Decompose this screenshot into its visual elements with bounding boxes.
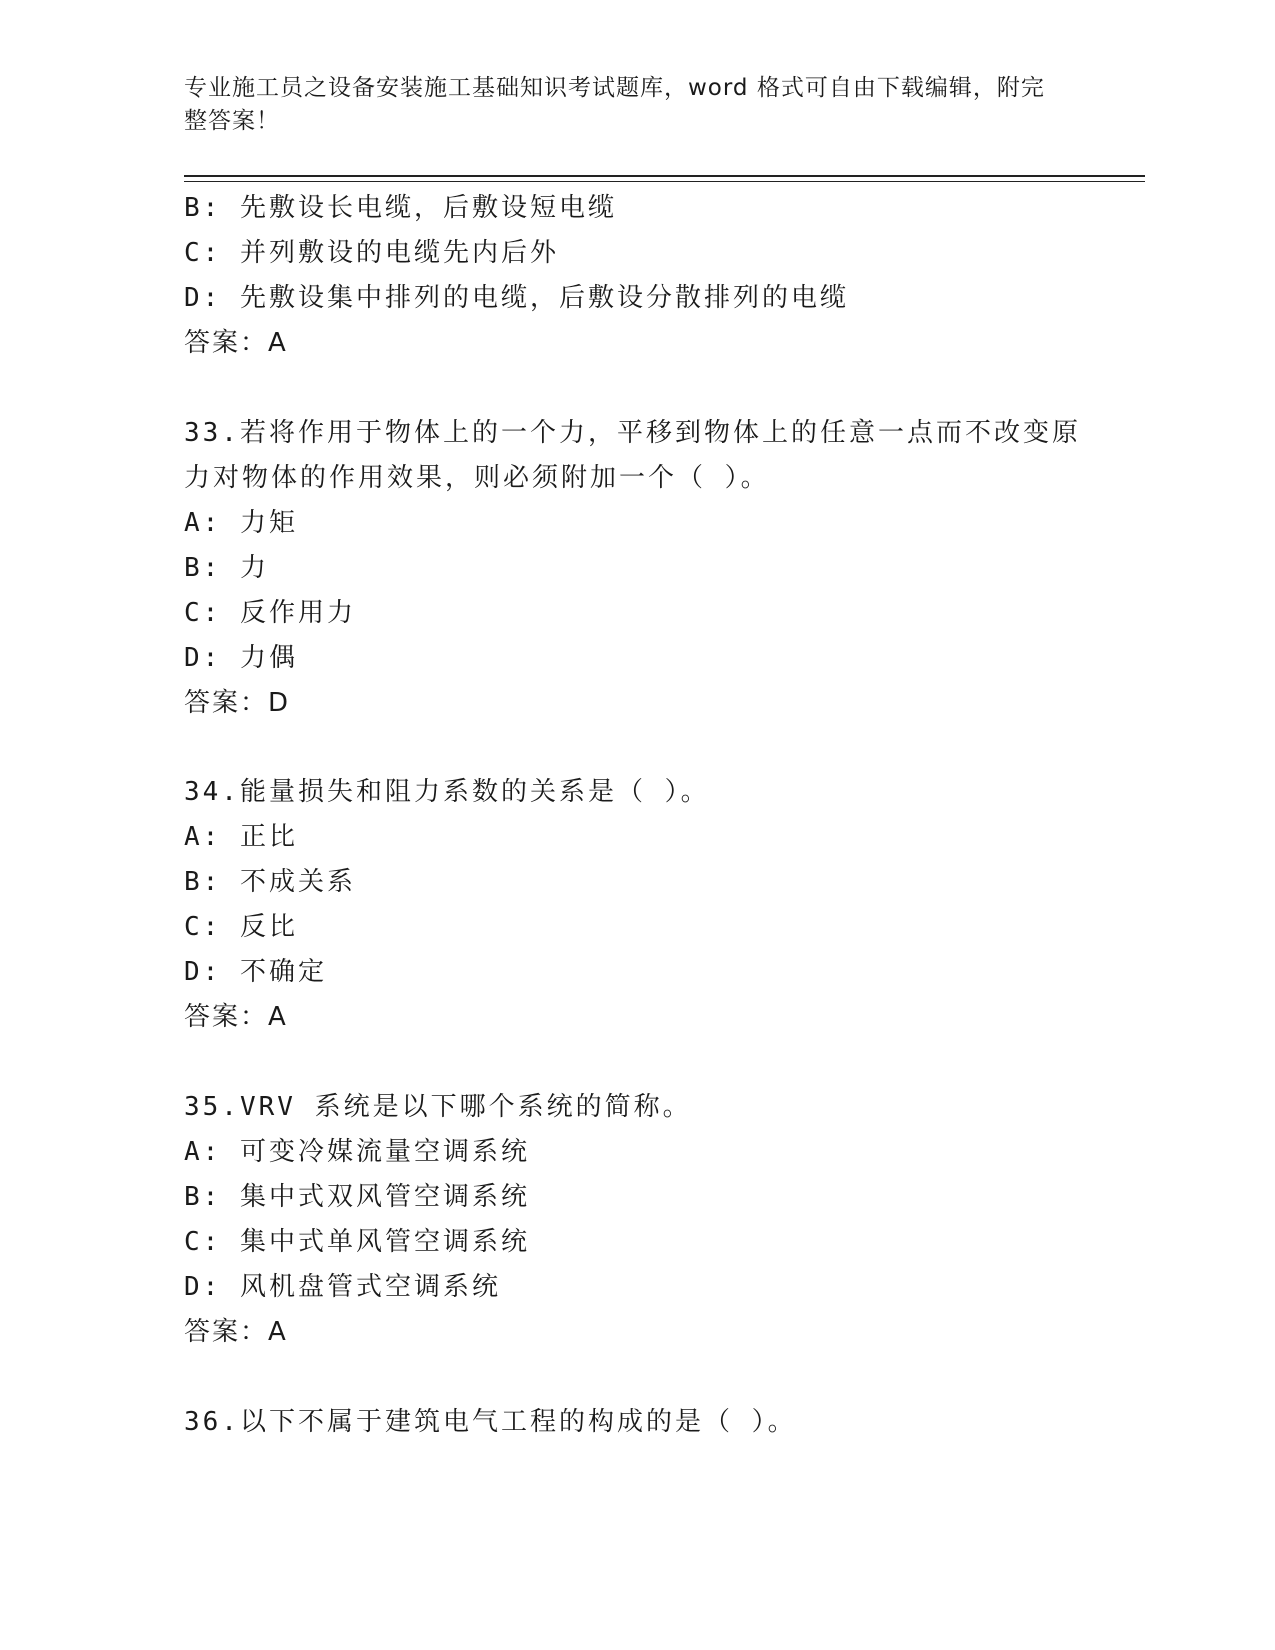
option-line: A: 可变冷媒流量空调系统 bbox=[184, 1137, 530, 1167]
answer-line: 答案：A bbox=[184, 328, 288, 358]
question-line: 33.若将作用于物体上的一个力，平移到物体上的任意一点而不改变原 bbox=[184, 418, 1081, 448]
answer-line: 答案：D bbox=[184, 688, 291, 718]
question-line: 力对物体的作用效果，则必须附加一个（ ）。 bbox=[184, 463, 770, 493]
option-line: B: 先敷设长电缆，后敷设短电缆 bbox=[184, 193, 617, 223]
option-line: C: 并列敷设的电缆先内后外 bbox=[184, 238, 559, 268]
question-line: 34.能量损失和阻力系数的关系是（ ）。 bbox=[184, 777, 710, 807]
option-line: D: 风机盘管式空调系统 bbox=[184, 1272, 501, 1302]
question-line: 36.以下不属于建筑电气工程的构成的是（ ）。 bbox=[184, 1407, 797, 1437]
header-divider-thick bbox=[184, 175, 1145, 177]
option-line: A: 力矩 bbox=[184, 508, 298, 538]
option-line: B: 不成关系 bbox=[184, 867, 356, 897]
option-line: D: 不确定 bbox=[184, 957, 327, 987]
option-line: B: 集中式双风管空调系统 bbox=[184, 1182, 530, 1212]
answer-line: 答案：A bbox=[184, 1002, 288, 1032]
answer-line: 答案：A bbox=[184, 1317, 288, 1347]
option-line: A: 正比 bbox=[184, 822, 298, 852]
option-line: C: 反比 bbox=[184, 912, 298, 942]
option-line: B: 力 bbox=[184, 553, 269, 583]
option-line: D: 先敷设集中排列的电缆，后敷设分散排列的电缆 bbox=[184, 283, 849, 313]
header-divider-thin bbox=[184, 181, 1145, 182]
option-line: D: 力偶 bbox=[184, 643, 298, 673]
document-header: 专业施工员之设备安装施工基础知识考试题库，word 格式可自由下载编辑，附完整答案！ bbox=[184, 75, 1045, 134]
question-line: 35.VRV 系统是以下哪个系统的简称。 bbox=[184, 1092, 692, 1122]
option-line: C: 反作用力 bbox=[184, 598, 356, 628]
option-line: C: 集中式单风管空调系统 bbox=[184, 1227, 530, 1257]
